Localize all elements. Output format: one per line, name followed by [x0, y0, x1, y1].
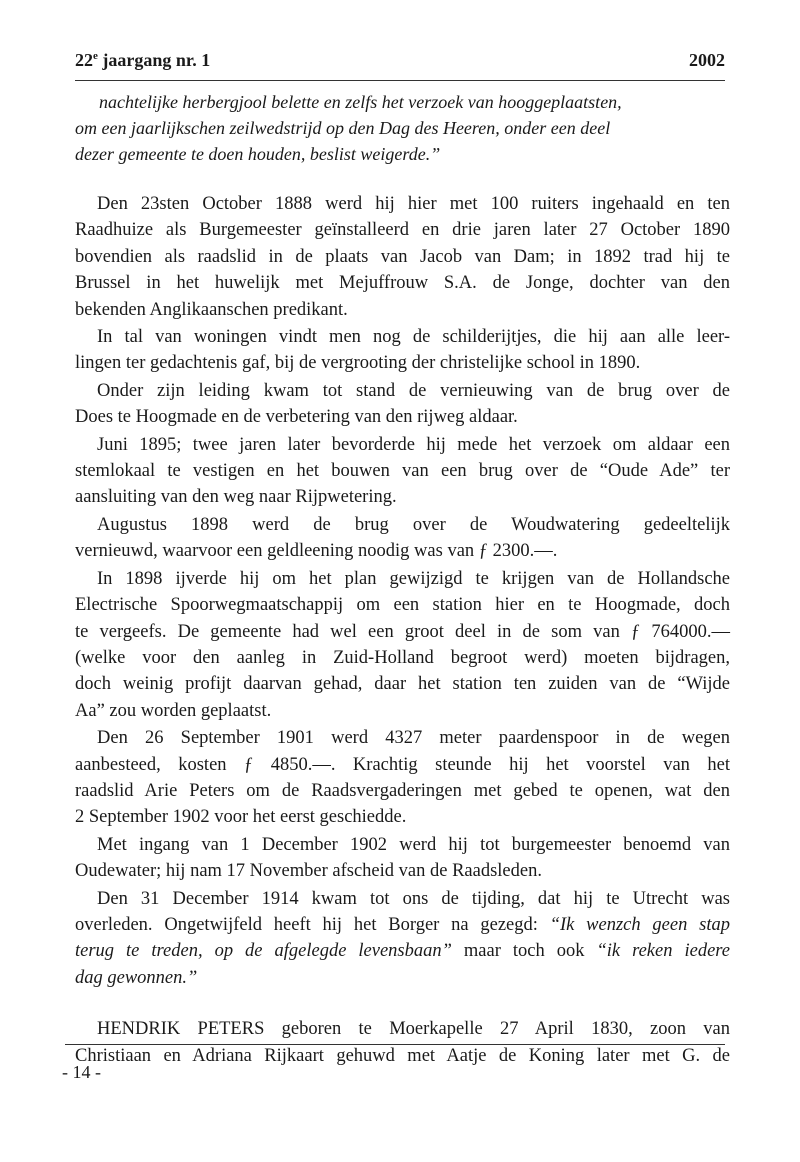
text-line: aanbesteed, kosten ƒ 4850.—. Krachtig steunde hij het voorstel van het: [75, 754, 730, 775]
quote-line: nachtelijke herbergjool belette en zelfs het verzoek van hooggeplaatsten,: [99, 92, 622, 112]
text-line: bekenden Anglikaanschen predikant.: [75, 299, 348, 320]
text-line: Oudewater; hij nam 17 November afscheid van de Raadsleden.: [75, 861, 542, 882]
text-line: vernieuwd, waarvoor een geldleening noodig was van ƒ 2300.—.: [75, 541, 558, 562]
text-line: Juni 1895; twee jaren later bevorderde hij mede het verzoek om aldaar een: [97, 434, 730, 455]
text-line: Electrische Spoorwegmaatschappij om een station hier en te Hoogmade, doch: [75, 595, 730, 616]
text-line: (welke voor den aanleg in Zuid-Holland begroot werd) moeten bijdragen,: [75, 647, 730, 668]
text-line: lingen ter gedachtenis gaf, bij de vergrooting der christelijke school in 1890.: [75, 353, 641, 374]
quote-line: dezer gemeente te doen houden, beslist weigerde.”: [75, 144, 441, 164]
text-line: Christiaan en Adriana Rijkaart gehuwd met Aatje de Koning later met G. de: [75, 1045, 730, 1066]
header-rule: [75, 80, 725, 81]
text-line: Brussel in het huwelijk met Mejuffrouw S.A. de Jonge, dochter van den: [75, 273, 730, 294]
footer-rule: [65, 1044, 725, 1045]
text-line: raadslid Arie Peters om de Raadsvergaderingen met gebed te openen, wat den: [75, 780, 730, 801]
page-header: [75, 50, 725, 74]
paragraph: [75, 1016, 730, 1069]
text-line: Raadhuize als Burgemeester geïnstalleerd en drie jaren later 27 October 1890: [75, 220, 730, 241]
text-line: In tal van woningen vindt men nog de schilderijtjes, die hij aan alle leer-: [97, 327, 730, 348]
paragraph: [75, 725, 730, 831]
text-line: Den 23sten October 1888 werd hij hier met 100 ruiters ingehaald en ten: [97, 194, 730, 214]
text-line: bovendien als raadslid in de plaats van Jacob van Dam; in 1892 trad hij te: [75, 246, 730, 267]
text-line: aansluiting van den weg naar Rijpwetering.: [75, 487, 397, 508]
text-line: doch weinig profijt daarvan gehad, daar het station ten zuiden van de “Wijde: [75, 674, 730, 695]
quote-line: om een jaarlijkschen zeilwedstrijd op den Dag des Heeren, onder een deel: [75, 118, 611, 138]
text-line: Den 31 December 1914 kwam tot ons de tijding, dat hij te Utrecht was: [97, 888, 730, 909]
text-line: overleden. Ongetwijfeld heeft hij het Borger na gezegd: “Ik wenzch geen stap: [75, 914, 730, 935]
paragraph: [75, 832, 730, 885]
paragraph: [75, 566, 730, 724]
text-line: stemlokaal te vestigen en het bouwen van een brug over de “Oude Ade” ter: [75, 461, 730, 482]
text-line: Den 26 September 1901 werd 4327 meter paardenspoor in de wegen: [97, 728, 730, 749]
text-line: dag gewonnen.”: [75, 967, 198, 988]
paragraph: [75, 512, 730, 565]
text-line: Aa” zou worden geplaatst.: [75, 700, 272, 721]
text-line: Onder zijn leiding kwam tot stand de vernieuwing van de brug over de: [97, 380, 730, 401]
page-number: - 14 -: [62, 1062, 101, 1082]
paragraph: [75, 432, 730, 511]
volume-label: 22e jaargang nr. 1: [75, 50, 211, 70]
paragraph: [75, 886, 730, 992]
text-line: In 1898 ijverde hij om het plan gewijzigd te krijgen van de Hollandsche: [97, 568, 730, 589]
paragraph-gap: [75, 992, 730, 1016]
paragraph: [75, 191, 730, 323]
text-line: terug te treden, op de afgelegde levensbaan” maar toch ook “ik reken iedere: [75, 941, 730, 962]
text-line: te vergeefs. De gemeente had wel een groot deel in de som van ƒ 764000.—: [75, 621, 730, 642]
text-line: Augustus 1898 werd de brug over de Woudwatering gedeeltelijk: [97, 514, 730, 535]
body-text: [75, 191, 730, 1070]
text-line: Does te Hoogmade en de verbetering van den rijweg aldaar.: [75, 407, 518, 428]
paragraph: [75, 378, 730, 431]
text-line: HENDRIK PETERS geboren te Moerkapelle 27 April 1830, zoon van: [97, 1019, 730, 1040]
year-label: 2002: [689, 50, 725, 70]
paragraph: [75, 324, 730, 377]
text-line: 2 September 1902 voor het eerst geschiedde.: [75, 807, 407, 828]
quote-block: [75, 89, 725, 167]
text-line: Met ingang van 1 December 1902 werd hij tot burgemeester benoemd van: [97, 834, 730, 855]
